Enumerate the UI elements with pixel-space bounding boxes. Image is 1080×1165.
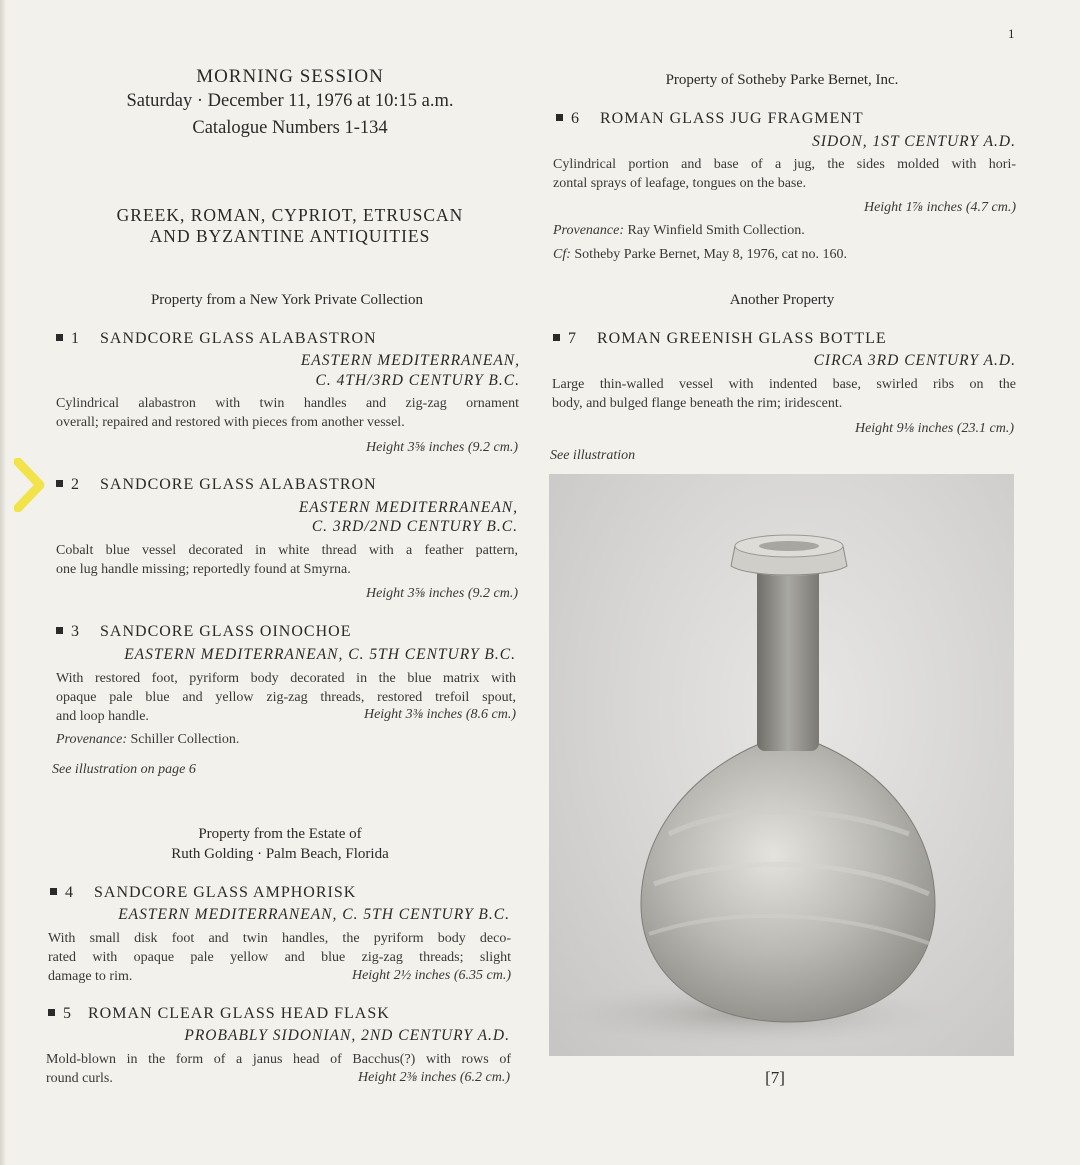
lot-title: SANDCORE GLASS AMPHORISK: [94, 884, 357, 901]
lot-6-provenance: [553, 223, 805, 239]
lot-6-description-line2: zontal sprays of leafage, tongues on the base.: [553, 176, 807, 191]
lot-number: 1: [71, 330, 80, 347]
lot-number: 4: [65, 884, 74, 901]
property-heading-estate-line1: Property from the Estate of: [198, 826, 362, 842]
cf-label: Cf:: [553, 247, 571, 262]
lot-5-description-line1: Mold-blown in the form of a janus head of Bacchus(?) with rows of: [46, 1052, 511, 1067]
lot-1-origin-line1: EASTERN MEDITERRANEAN,: [300, 352, 520, 369]
lot-7-description-line2: body, and bulged flange beneath the rim; iridescent.: [552, 396, 843, 411]
folio-number: [7]: [765, 1068, 785, 1087]
lot-4-description-line2: rated with opaque pale yellow and blue zig-zag threads; slight: [48, 950, 511, 965]
provenance-label: Provenance:: [553, 223, 624, 238]
lot-5-description-line2: round curls.: [46, 1071, 113, 1086]
page-edge-shadow: [0, 0, 6, 1165]
lot-3-description-line2: opaque pale blue and yellow zig-zag threads, restored trefoil spout,: [56, 690, 516, 705]
lot-6-origin: SIDON, 1ST CENTURY A.D.: [812, 133, 1016, 150]
lot-2-origin-line2: C. 3RD/2ND CENTURY B.C.: [311, 518, 518, 535]
lot-6-height: Height 1⅞ inches (4.7 cm.): [863, 200, 1016, 215]
provenance-value: Ray Winfield Smith Collection.: [627, 223, 805, 238]
lot-number: 3: [71, 623, 80, 640]
lot-2-header: [56, 476, 377, 494]
lot-bullet-icon: [56, 627, 63, 634]
lot-3-origin: EASTERN MEDITERRANEAN, C. 5TH CENTURY B.C.: [124, 646, 516, 663]
lot-4-origin: EASTERN MEDITERRANEAN, C. 5TH CENTURY B.C.: [118, 906, 510, 923]
lot-bullet-icon: [56, 334, 63, 341]
lot-3-description-line1: With restored foot, pyriform body decorated in the blue matrix with: [56, 671, 516, 686]
property-heading-another: Another Property: [729, 292, 835, 308]
yellow-highlight-chevron-icon: [14, 458, 48, 512]
lot-6-description-line1: Cylindrical portion and base of a jug, the sides molded with hori-: [553, 157, 1016, 172]
lot-4-header: [50, 884, 356, 902]
lot-2-origin-line1: EASTERN MEDITERRANEAN,: [298, 499, 518, 516]
glass-bottle-photo: [549, 474, 1014, 1056]
lot-1-height: Height 3⅝ inches (9.2 cm.): [365, 440, 518, 455]
lot-3-see-illustration: See illustration on page 6: [52, 762, 196, 777]
section-heading-line2: AND BYZANTINE ANTIQUITIES: [149, 226, 431, 246]
lot-7-header: [553, 330, 887, 348]
lot-bullet-icon: [56, 480, 63, 487]
lot-bullet-icon: [556, 114, 563, 121]
lot-7-origin: CIRCA 3RD CENTURY A.D.: [813, 352, 1016, 369]
lot-title: SANDCORE GLASS OINOCHOE: [100, 623, 352, 640]
session-date: Saturday · December 11, 1976 at 10:15 a.m.: [126, 91, 454, 111]
lot-bullet-icon: [553, 334, 560, 341]
lot-title: ROMAN GREENISH GLASS BOTTLE: [597, 330, 887, 347]
provenance-label: Provenance:: [56, 732, 127, 747]
lot-number: 2: [71, 476, 80, 493]
lot-5-header: [48, 1005, 390, 1023]
section-heading-line1: GREEK, ROMAN, CYPRIOT, ETRUSCAN: [116, 205, 464, 225]
lot-4-height: Height 2½ inches (6.35 cm.): [351, 968, 511, 983]
property-heading-estate-line2: Ruth Golding · Palm Beach, Florida: [171, 846, 389, 862]
lot-1-description-line2: overall; repaired and restored with pieces from another vessel.: [56, 415, 405, 430]
lot-3-header: [56, 623, 351, 641]
lot-title: ROMAN CLEAR GLASS HEAD FLASK: [88, 1005, 390, 1022]
lot-2-height: Height 3⅝ inches (9.2 cm.): [365, 586, 518, 601]
property-heading-sotheby: Property of Sotheby Parke Bernet, Inc.: [665, 72, 899, 88]
lot-5-origin: PROBABLY SIDONIAN, 2ND CENTURY A.D.: [184, 1027, 510, 1044]
lot-title: SANDCORE GLASS ALABASTRON: [100, 476, 377, 493]
lot-1-origin-line2: C. 4TH/3RD CENTURY B.C.: [315, 372, 520, 389]
lot-bullet-icon: [48, 1009, 55, 1016]
lot-2-description-line1: Cobalt blue vessel decorated in white thread with a feather pattern,: [56, 543, 518, 558]
lot-1-header: [56, 330, 377, 348]
lot-5-height: Height 2⅜ inches (6.2 cm.): [357, 1070, 510, 1085]
provenance-value: Schiller Collection.: [130, 732, 240, 747]
session-catalogue-numbers: Catalogue Numbers 1-134: [192, 118, 388, 138]
lot-number: 7: [568, 330, 577, 347]
lot-3-provenance: [56, 732, 239, 748]
lot-number: 6: [571, 110, 580, 127]
lot-3-height: Height 3⅜ inches (8.6 cm.): [363, 707, 516, 722]
lot-6-cf: [553, 247, 847, 263]
lot-title: ROMAN GLASS JUG FRAGMENT: [600, 110, 864, 127]
lot-7-description-line1: Large thin-walled vessel with indented base, swirled ribs on the: [552, 377, 1016, 392]
lot-number: 5: [63, 1005, 72, 1022]
page-number: 1: [1008, 26, 1015, 41]
lot-1-description-line1: Cylindrical alabastron with twin handles and zig-zag ornament: [56, 396, 519, 411]
bottle-image-icon: [549, 474, 1014, 1056]
lot-4-description-line3: damage to rim.: [48, 969, 133, 984]
lot-bullet-icon: [50, 888, 57, 895]
lot-7-see-illustration: See illustration: [550, 448, 636, 463]
lot-title: SANDCORE GLASS ALABASTRON: [100, 330, 377, 347]
lot-3-description-line3: and loop handle.: [56, 709, 149, 724]
lot-2-description-line2: one lug handle missing; reportedly found at Smyrna.: [56, 562, 351, 577]
cf-value: Sotheby Parke Bernet, May 8, 1976, cat no. 160.: [574, 247, 847, 262]
lot-6-header: [556, 110, 864, 128]
property-heading-ny: Property from a New York Private Collection: [150, 292, 424, 308]
session-title: MORNING SESSION: [196, 66, 384, 87]
lot-4-description-line1: With small disk foot and twin handles, the pyriform body deco-: [48, 931, 511, 946]
lot-7-height: Height 9⅛ inches (23.1 cm.): [854, 421, 1014, 436]
